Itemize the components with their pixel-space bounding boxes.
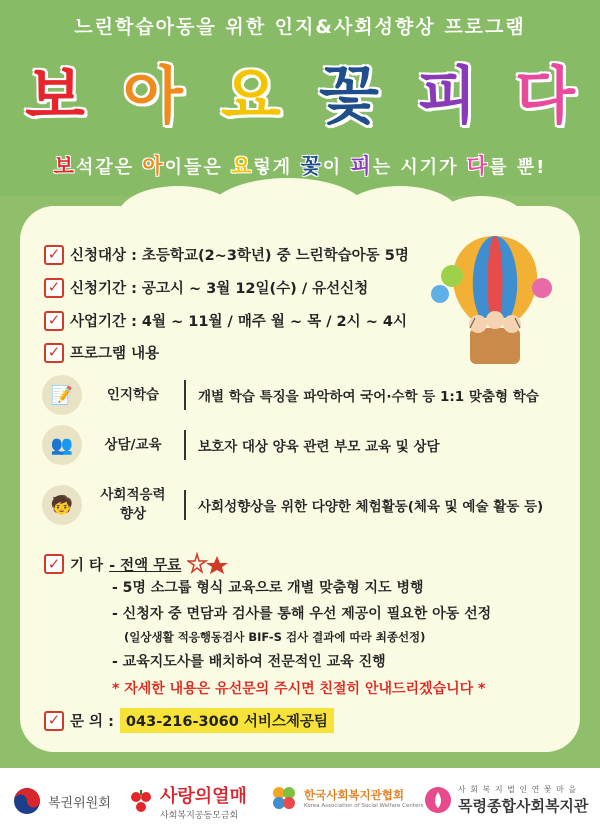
checkbox-icon: ✓ [44,245,64,265]
logo-mokryeong-main: 목령종합사회복지관 [458,797,589,815]
bullet-period [44,277,368,298]
balloon-illustration-icon [430,228,560,378]
logo-kaswc [270,784,424,812]
divider [184,490,186,520]
slogan-text: 를 뿐! [489,157,547,178]
logo-mokryeong-sub: 사 회 복 지 법 인 연 꽃 마 을 [458,785,578,794]
title-char: 다 [515,59,575,132]
etc-label: 기 타 [70,557,104,574]
schedule-text: 사업기간 : 4월 ~ 11월 / 매주 월 ~ 목 / 2시 ~ 4시 [70,314,407,330]
program-desc: 사회성향상을 위한 다양한 체험활동(체육 및 예술 활동 등) [198,499,544,515]
checkbox-icon: ✓ [44,343,64,363]
slogan-highlight: 아 [142,154,165,178]
kaswc-icon [270,784,298,812]
target-text: 신청대상 : 초등학교(2~3학년) 중 느린학습아동 5명 [70,248,409,264]
program-name: 인지학습 [106,386,160,403]
slogan-highlight: 꽃 [300,154,323,178]
slogan-highlight: 피 [350,154,373,178]
slogan-text: 는 시기가 [372,157,467,178]
bullet-contact [44,708,334,733]
checkbox-icon: ✓ [44,311,64,331]
divider [184,430,186,460]
checkbox-icon: ✓ [44,278,64,298]
checkbox-icon: ✓ [44,554,64,574]
slogan-text: 이들은 [164,157,232,178]
logo-love-fruit-main: 사랑의열매 [160,786,247,807]
bullet-program [44,342,159,363]
logo-mokryeong [424,784,588,816]
slogan-highlight: 다 [466,154,490,178]
notepad-icon: 📝 [42,375,82,415]
program-name: 사회적응력 향상 [100,487,166,522]
counseling-icon: 👥 [42,425,82,465]
divider [184,380,186,410]
children-icon: 🧒 [42,485,82,525]
subtitle: 느린학습아동을 위한 인지&사회성향상 프로그램 [74,16,526,38]
etc-line: - 5명 소그룹 형식 교육으로 개별 맞춤형 지도 병행 [112,580,424,596]
title-char: 피 [417,59,477,132]
slogan [0,150,600,180]
title-char: 보 [25,59,85,132]
free-text: - 전액 무료 [109,557,182,574]
stars-icon [187,552,233,576]
etc-line: - 교육지도사를 배치하여 전문적인 교육 진행 [112,654,386,670]
logo-kaswc-main: 한국사회복지관협회 [304,788,404,802]
title-row [0,58,600,134]
period-text: 신청기간 : 공고시 ~ 3월 12일(수) / 유선신청 [70,281,369,297]
bullet-schedule [44,310,407,331]
contact-label: 문 의 : [70,714,114,730]
logo-lottery [12,786,111,816]
program-name: 상담/교육 [104,436,162,453]
title-char: 꽃 [319,59,379,132]
slogan-text: 이 [322,157,351,178]
program-row [40,375,560,415]
footer-logos [0,768,600,836]
program-desc: 보호자 대상 양육 관련 부모 교육 및 상담 [198,439,440,455]
logo-love-fruit-sub: 사회복지공동모금회 [160,811,239,821]
header-banner [0,0,600,196]
program-row [40,485,560,525]
title-char: 요 [221,59,281,132]
checkbox-icon: ✓ [44,711,64,731]
title-char: 아 [123,59,183,132]
slogan-highlight: 보 [53,154,76,178]
contact-phone: 043-216-3060 서비스제공팀 [120,708,334,733]
program-heading: 프로그램 내용 [70,346,160,362]
slogan-text: 렇게 [253,157,301,178]
slogan-text: 석같은 [75,157,143,178]
slogan-highlight: 요 [231,154,254,178]
lotus-icon [424,786,452,814]
taegeuk-icon [12,786,42,816]
program-row [40,425,560,465]
logo-kaswc-sub: Korea Association of Social Welfare Centers [304,803,424,809]
program-desc: 개별 학습 특징을 파악하여 국어·수학 등 1:1 맞춤형 학습 [198,389,539,405]
notice-text: * 자세한 내용은 유선문의 주시면 친절히 안내드리겠습니다 * [112,681,486,697]
logo-love-fruit [128,782,247,821]
etc-line: - 신청자 중 면담과 검사를 통해 우선 제공이 필요한 아동 선정 [112,606,492,622]
etc-small-note: (일상생활 적응행동검사 BIF-S 검사 결과에 따라 최종선정) [124,630,426,644]
bullet-etc [44,552,233,576]
logo-lottery-text: 복권위원회 [48,795,111,811]
love-fruit-icon [128,787,154,817]
bullet-target [44,244,409,265]
